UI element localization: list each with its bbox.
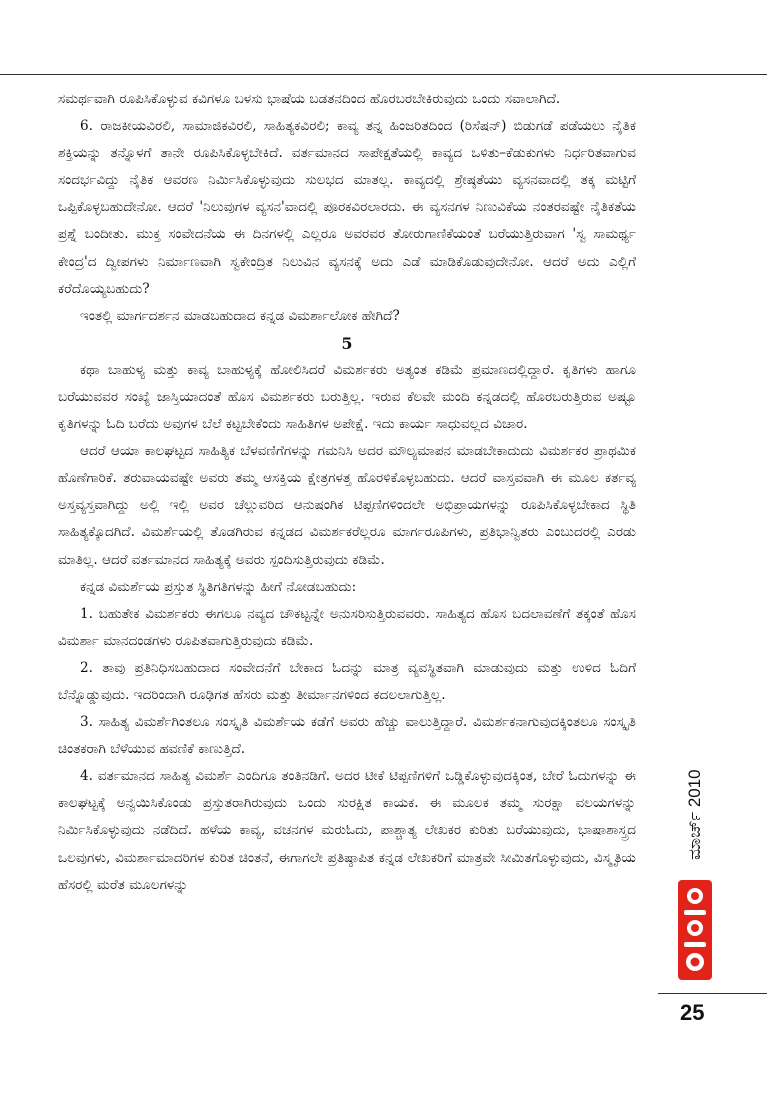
- section-number: 5: [341, 333, 353, 353]
- header-rule: [0, 74, 767, 75]
- list-item: 2. ತಾವು ಪ್ರತಿನಿಧಿಸಬಹುದಾದ ಸಂವೇದನೆಗೆ ಬೇಕಾದ ಓದನ್ನು ಮಾತ್ರ ವ್ಯವಸ್ಥಿತವಾಗಿ ಮಾಡುವುದು ಮತ್ತು ಉಳಿದ ಓದಿಗೆ ಬೆನ್ನೊಡ್ಡುವುದು. ಇದರಿಂದಾಗಿ ರೂಢಿಗತ ಹೆಸರು ಮತ್ತು ತೀರ್ಮಾನಗಳಿಂದ ಕದಲಲಾಗುತ್ತಿಲ್ಲ.: [58, 659, 636, 703]
- footer-rule: [658, 993, 767, 994]
- list-item: 3. ಸಾಹಿತ್ಯ ವಿಮರ್ಶೆಗಿಂತಲೂ ಸಂಸ್ಕೃತಿ ವಿಮರ್ಶೆಯ ಕಡೆಗೆ ಅವರು ಹೆಚ್ಚು ವಾಲುತ್ತಿದ್ದಾರೆ. ವಿಮರ್ಶಕನಾಗುವುದಕ್ಕಿಂತಲೂ ಸಂಸ್ಕೃತಿ ಚಿಂತಕರಾಗಿ ಬೆಳೆಯುವ ಹವಣಿಕೆ ಕಾಣುತ್ತಿದೆ.: [58, 714, 636, 758]
- paragraph: ಕನ್ನಡ ವಿಮರ್ಶೆಯ ಪ್ರಸ್ತುತ ಸ್ಥಿತಿಗತಿಗಳನ್ನು ಹೀಗೆ ನೋಡಬಹುದು:: [80, 578, 357, 595]
- paragraph: ಕಥಾ ಬಾಹುಳ್ಯ ಮತ್ತು ಕಾವ್ಯ ಬಾಹುಳ್ಯಕ್ಕೆ ಹೋಲಿಸಿದರೆ ವಿಮರ್ಶಕರು ಅತ್ಯಂತ ಕಡಿಮೆ ಪ್ರಮಾಣದಲ್ಲಿದ್ದಾರೆ. ಕೃತಿಗಳು ಹಾಗೂ ಬರೆಯುವವರ ಸಂಖ್ಯೆ ಜಾಸ್ತಿಯಾದಂತೆ ಹೊಸ ವಿಮರ್ಶಕರು ಬರುತ್ತಿಲ್ಲ. ಇರುವ ಕೆಲವೇ ಮಂದಿ ಕನ್ನಡದಲ್ಲಿ ಹೊರಬರುತ್ತಿರುವ ಅಷ್ಟೂ ಕೃತಿಗಳನ್ನು ಓದಿ ಬರೆದು ಅವುಗಳ ಬೆಲೆ ಕಟ್ಟಬೇಕೆಂದು ಸಾಹಿತಿಗಳ ಅಪೇಕ್ಷೆ. ಇದು ಕಾರ್ಯ ಸಾಧುವಲ್ಲದ ವಿಚಾರ.: [58, 361, 636, 433]
- magazine-logo: [676, 878, 714, 982]
- list-item: 4. ವರ್ತಮಾನದ ಸಾಹಿತ್ಯ ವಿಮರ್ಶೆ ಎಂದಿಗೂ ತಂತಿನಡಿಗೆ. ಅದರ ಟೀಕೆ ಟಿಪ್ಪಣಿಗಳಿಗೆ ಒಡ್ಡಿಕೊಳ್ಳುವುದಕ್ಕಿಂತ, ಬೇರೆ ಓದುಗಳನ್ನು ಈ ಕಾಲಘಟ್ಟಕ್ಕೆ ಅನ್ವಯಿಸಿಕೊಂಡು ಪ್ರಸ್ತುತರಾಗಿರುವುದು ಒಂದು ಸುರಕ್ಷಿತ ಕಾಯಕ. ಈ ಮೂಲಕ ತಮ್ಮ ಸುರಕ್ಷಾ ವಲಯಗಳನ್ನು ನಿರ್ಮಿಸಿಕೊಳ್ಳುವುದು ನಡೆದಿದೆ. ಹಳೆಯ ಕಾವ್ಯ, ವಚನಗಳ ಮರುಓದು, ಪಾಶ್ಚಾತ್ಯ ಲೇಖಕರ ಕುರಿತು ಬರೆಯುವುದು, ಭಾಷಾಶಾಸ್ತ್ರದ ಒಲವುಗಳು, ವಿಮರ್ಶಾಮಾದರಿಗಳ ಕುರಿತ ಚಿಂತನೆ, ಈಗಾಗಲೇ ಪ್ರತಿಷ್ಠಾಪಿತ ಕನ್ನಡ ಲೇಖಕರಿಗೆ ಮಾತ್ರವೇ ಸೀಮಿತಗೊಳ್ಳುವುದು, ವಿಸ್ಮೃತಿಯ ಹೆಸರಲ್ಲಿ ಮರೆತ ಮೂಲಗಳನ್ನು: [58, 768, 636, 893]
- list-item: 1. ಬಹುತೇಕ ವಿಮರ್ಶಕರು ಈಗಲೂ ನವ್ಯದ ಚೌಕಟ್ಟನ್ನೇ ಅನುಸರಿಸುತ್ತಿರುವವರು. ಸಾಹಿತ್ಯದ ಹೊಸ ಬದಲಾವಣೆಗೆ ತಕ್ಕಂತೆ ಹೊಸ ವಿಮರ್ಶಾ ಮಾನದಂಡಗಳು ರೂಪಿತವಾಗುತ್ತಿರುವುದು ಕಡಿಮೆ.: [58, 605, 636, 649]
- paragraph: ಸಮರ್ಥವಾಗಿ ರೂಪಿಸಿಕೊಳ್ಳುವ ಕವಿಗಳೂ ಬಳಸು ಭಾಷೆಯ ಬಡತನದಿಂದ ಹೊರಬರಬೇಕಿರುವುದು ಒಂದು ಸವಾಲಾಗಿದೆ.: [58, 91, 561, 107]
- magazine-logo-mark: [676, 878, 714, 982]
- paragraph: ಆದರೆ ಆಯಾ ಕಾಲಘಟ್ಟದ ಸಾಹಿತ್ಯಿಕ ಬೆಳವಣಿಗೆಗಳನ್ನು ಗಮನಿಸಿ ಅದರ ಮೌಲ್ಯಮಾಪನ ಮಾಡಬೇಕಾದುದು ವಿಮರ್ಶಕರ ಪ್ರಾಥಮಿಕ ಹೊಣೆಗಾರಿಕೆ. ತರುವಾಯವಷ್ಟೇ ಅವರು ತಮ್ಮ ಆಸಕ್ತಿಯ ಕ್ಷೇತ್ರಗಳತ್ತ ಹೊರಳಿಕೊಳ್ಳಬಹುದು. ಆದರೆ ವಾಸ್ತವವಾಗಿ ಈ ಮೂಲ ಕರ್ತವ್ಯ ಅಸ್ತವ್ಯಸ್ತವಾಗಿದ್ದು ಅಲ್ಲಿ ಇಲ್ಲಿ ಅವರ ಚೆಲ್ಲುವರಿದ ಆನುಷಂಗಿಕ ಟಿಪ್ಪಣಿಗಳಿಂದಲೇ ಅಭಿಪ್ರಾಯಗಳನ್ನು ರೂಪಿಸಿಕೊಳ್ಳಬೇಕಾದ ಸ್ಥಿತಿ ಸಾಹಿತ್ಯಕ್ಕೊದಗಿದೆ. ವಿಮರ್ಶೆಯಲ್ಲಿ ತೊಡಗಿರುವ ಕನ್ನಡದ ವಿಮರ್ಶಕರೆಲ್ಲರೂ ಮಾರ್ಗರೂಪಿಗಳು, ಪ್ರತಿಭಾನ್ವಿತರು ಎಂಬುದರಲ್ಲಿ ಎರಡು ಮಾತಿಲ್ಲ. ಆದರೆ ವರ್ತಮಾನದ ಸಾಹಿತ್ಯಕ್ಕೆ ಅವರು ಸ್ಪಂದಿಸುತ್ತಿರುವುದು ಕಡಿಮೆ.: [58, 443, 636, 568]
- paragraph: 6. ರಾಜಕೀಯವಿರಲಿ, ಸಾಮಾಜಿಕವಿರಲಿ, ಸಾಹಿತ್ಯಕವಿರಲಿ; ಕಾವ್ಯ ತನ್ನ ಹಿಂಜರಿತದಿಂದ (ರಿಸೆಷನ್) ಬಿಡುಗಡೆ ಪಡೆಯಲು ನೈತಿಕ ಶಕ್ತಿಯನ್ನು ತನ್ನೊಳಗೆ ತಾನೇ ರೂಪಿಸಿಕೊಳ್ಳಬೇಕಿದೆ. ವರ್ತಮಾನದ ಸಾಪೇಕ್ಷತೆಯಲ್ಲಿ ಕಾವ್ಯದ ಒಳಿತು–ಕೆಡುಕುಗಳು ನಿರ್ಧರಿತವಾಗುವ ಸಂದರ್ಭವಿದ್ದು ನೈತಿಕ ಆವರಣ ನಿರ್ಮಿಸಿಕೊಳ್ಳುವುದು ಸುಲಭದ ಮಾತಲ್ಲ. ಕಾವ್ಯದಲ್ಲಿ ಶ್ರೇಷ್ಠತೆಯು ವ್ಯಸನವಾದಲ್ಲಿ ತಕ್ಕ ಮಟ್ಟಿಗೆ ಒಪ್ಪಿಕೊಳ್ಳಬಹುದೇನೋ. ಆದರೆ 'ನಿಲುವುಗಳ ವ್ಯಸನ'ವಾದಲ್ಲಿ ಪೂರಕವಿರಲಾರದು. ಈ ವ್ಯಸನಗಳ ನಿಣುವಿಕೆಯ ನಂತರವಷ್ಟೇ ನೈತಿಕತೆಯ ಪ್ರಶ್ನೆ ಬಂದೀತು. ಮುಕ್ತ ಸಂವೇದನೆಯ ಈ ದಿನಗಳಲ್ಲಿ ಎಲ್ಲರೂ ಅವರವರ ತೋರುಗಾಣಿಕೆಯಂತೆ ಬರೆಯುತ್ತಿರುವಾಗ 'ಸ್ವ ಸಾಮರ್ಥ್ಯ ಕೇಂದ್ರ'ದ ದ್ವೀಪಗಳು ನಿರ್ಮಾಣವಾಗಿ ಸ್ವಕೇಂದ್ರಿತ ನಿಲುವಿನ ವ್ಯಸನಕ್ಕೆ ಅದು ಎಡೆ ಮಾಡಿಕೊಡುವುದೇನೋ. ಆದರೆ ಅದು ಎಲ್ಲಿಗೆ ಕರೆದೊಯ್ಯಬಹುದು?: [58, 118, 636, 297]
- issue-date: ಮಾರ್ಚ್ 2010: [685, 769, 704, 860]
- article-body: [58, 86, 636, 899]
- page-number: 25: [680, 1000, 705, 1025]
- paragraph: ಇಂತಲ್ಲಿ ಮಾರ್ಗದರ್ಶನ ಮಾಡಬಹುದಾದ ಕನ್ನಡ ವಿಮರ್ಶಾಲೋಕ ಹೇಗಿದೆ?: [80, 307, 400, 324]
